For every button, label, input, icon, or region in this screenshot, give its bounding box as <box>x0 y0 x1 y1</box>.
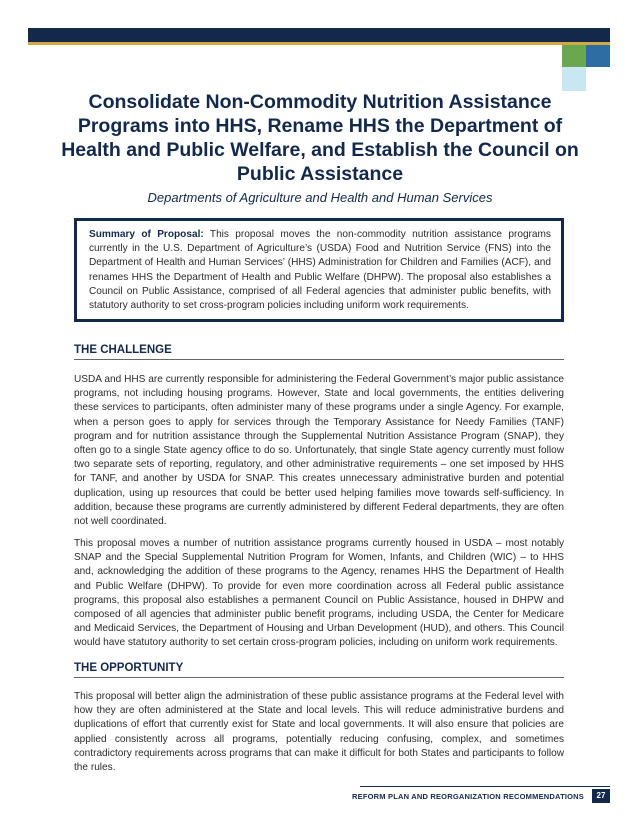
footer-rule <box>360 786 610 787</box>
footer-title: REFORM PLAN AND REORGANIZATION RECOMMENDATIONS <box>352 792 584 801</box>
page-title: Consolidate Non-Commodity Nutrition Assistance Programs into HHS, Rename HHS the Department of Health and Public Welfare, and Establish the Council on Public Assistance <box>61 91 579 185</box>
challenge-paragraph-2: This proposal moves a number of nutrition assistance programs currently housed in USDA – most notably SNAP and the Special Supplemental Nutrition Program for Women, Infants, and Children (WIC) – to HHS and, acknowledging the addition of these programs to the Agency, renames HHS the Department of Health and Public Welfare (DHPW). To provide for even more coordination across all Federal public assistance programs, this proposal also establishes a permanent Council on Public Assistance, housed in DHPW and composed of all agencies that administer public benefit programs, including USDA, the Center for Medicare and Medicaid Services, the Department of Housing and Urban Development (HUD), and others. This Council would have statutory authority to set certain cross-program policies, including on uniform work requirements. <box>74 538 564 649</box>
header-gold-rule <box>28 42 610 45</box>
challenge-paragraph-1: USDA and HHS are currently responsible for administering the Federal Government’s major public assistance programs, not including housing programs. However, State and local governments, the entities delivering these services to participants, often administer many of these programs under a single Agency. For example, when a person goes to apply for services through the Temporary Assistance for Needy Families (TANF) program and for nutrition assistance through the Supplemental Nutrition Assistance Program (SNAP), they often go to a single State agency office to do so. Unfortunately, that single State agency currently must follow two separate sets of reporting, regulatory, and other administrative requirements – one set imposed by HHS for TANF, and another by USDA for SNAP. This creates unnecessary administrative burden and potential duplication, using up resources that could be better used helping families move towards self-sufficiency. In addition, because these programs are currently administered by different Federal departments, they are often not well coordinated. <box>74 374 564 528</box>
header-navy-bar <box>28 28 610 42</box>
summary-label: Summary of Proposal: <box>89 229 204 240</box>
decor-green-square <box>562 45 586 67</box>
summary-box <box>74 218 564 322</box>
opportunity-paragraph-1: This proposal will better align the administration of these public assistance programs at the Federal level with how they are often administered at the State and local levels. This will reduce administrative burdens and duplications of effort that currently exist for State and local governments. It will also ensure that policies are applied consistently across all programs, potentially reducing confusing, complex, and sometimes contradictory requirements across programs that can make it difficult for both States and participants to follow the rules. <box>74 691 564 774</box>
opportunity-heading: THE OPPORTUNITY <box>74 662 564 678</box>
page-number: 27 <box>592 789 610 803</box>
page-subtitle: Departments of Agriculture and Health and Human Services <box>147 190 493 205</box>
summary-text: This proposal moves the non-commodity nutrition assistance programs currently in the U.S. Department of Agriculture’s (USDA) Food and Nutrition Service (FNS) into the Department of Health and Human Services’ (HHS) Administration for Children and Families (ACF), and renames HHS the Department of Health and Public Welfare (DHPW). The proposal also establishes a Council on Public Assistance, comprised of all Federal agencies that administer public benefits, with statutory authority to set cross-program policies including uniform work requirements. <box>89 229 551 312</box>
challenge-heading: THE CHALLENGE <box>74 344 564 360</box>
decor-lightblue-square <box>562 67 586 91</box>
decor-blue-square <box>586 45 610 67</box>
